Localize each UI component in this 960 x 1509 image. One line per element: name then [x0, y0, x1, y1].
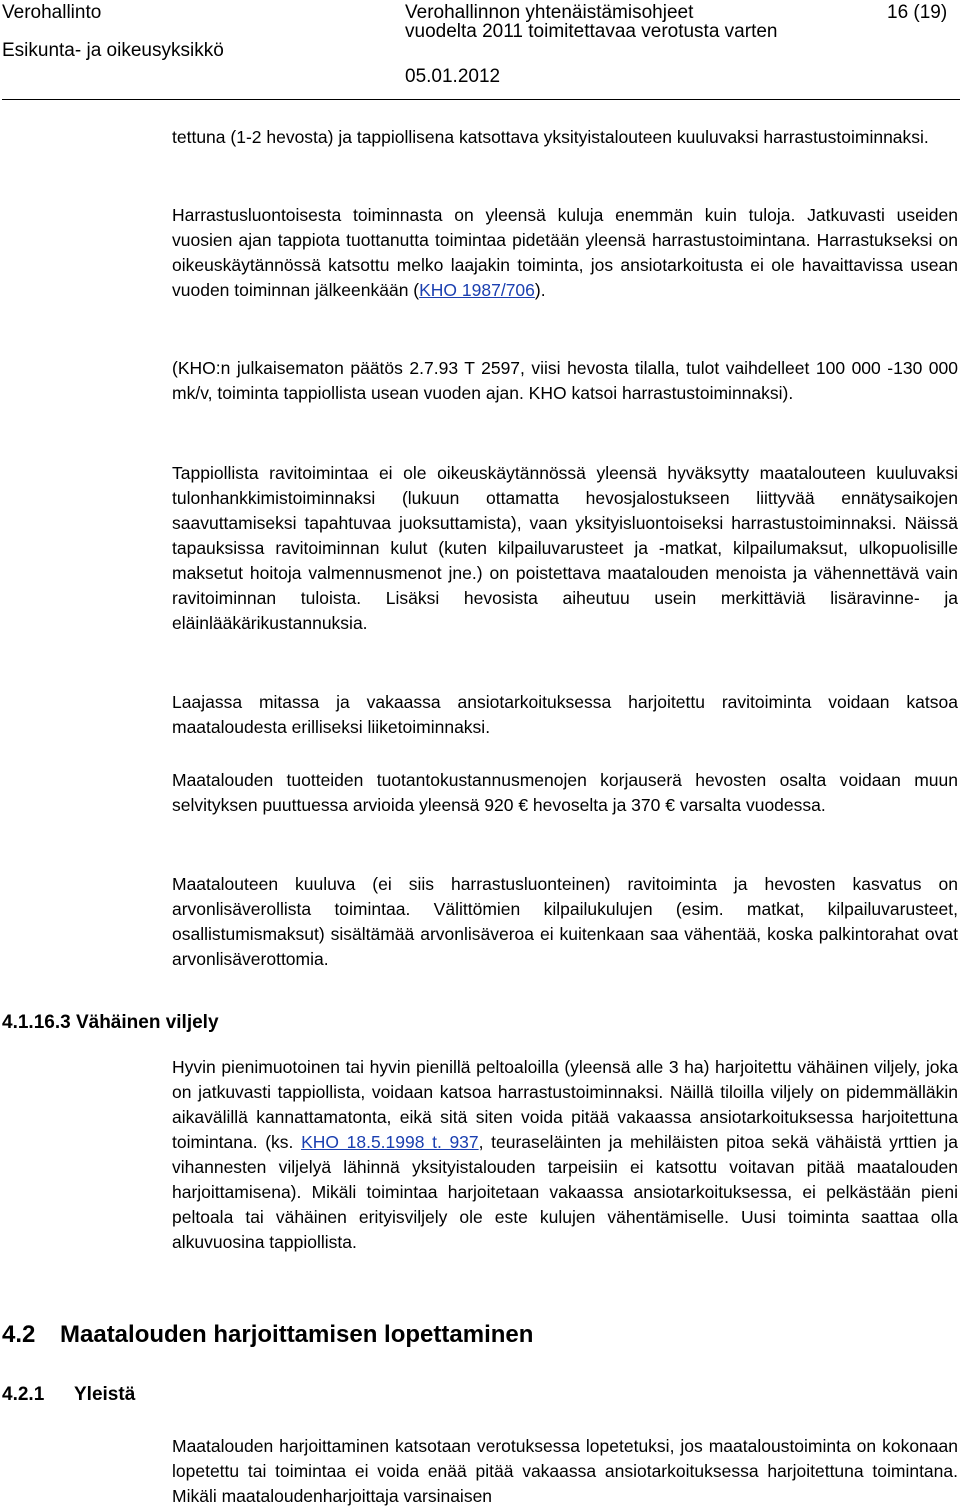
header-date: 05.01.2012 — [405, 66, 501, 87]
paragraph-6: Maatalouden tuotteiden tuotantokustannusmenojen korjauserä hevosten osalta voidaan muun selvityksen puuttuessa arvioida yleensä 920 € hevoselta ja 370 € varsalta vuodessa. — [172, 770, 958, 815]
paragraph-8-end: , teuraseläinten ja mehiläisten pitoa sekä vähäistä yrttien ja vihannesten viljelyä lähinnä yksityistalouden tarpeisiin ei katsottu voitavan pitää maatalouden harjoittamisena). Mikäli toimintaa harjoitetaan vakaassa ansiotarkoituksessa, ei pelkästään pieni peltoala tai vähäinen erityisviljely ole este kulujen vähentämiselle. Uusi toiminta saattaa olla alkuvuosina tappiollista. — [172, 1132, 958, 1252]
paragraph-3: (KHO:n julkaisematon päätös 2.7.93 T 2597, viisi hevosta tilalla, tulot vaihdelleet 100 000 -130 000 mk/v, toiminta tappiollista usean vuoden ajan. KHO katsoi harrastustoiminnaksi). — [172, 358, 958, 403]
paragraph-2 — [172, 203, 958, 303]
header-divider — [2, 99, 960, 100]
section-title-4-2: Maatalouden harjoittamisen lopettaminen — [60, 1321, 534, 1348]
header-page-number: 16 (19) — [887, 2, 948, 23]
section-number-4-2: 4.2 — [2, 1321, 36, 1348]
header-doc-title: Verohallinnon yhtenäistämisohjeet — [405, 2, 694, 23]
paragraph-8 — [172, 1055, 958, 1255]
paragraph-5: Laajassa mitassa ja vakaassa ansiotarkoituksessa harjoitettu ravitoiminta voidaan katsoa maataloudesta erilliseksi liiketoiminnaksi. — [172, 692, 958, 737]
section-heading-4-2 — [2, 1320, 533, 1350]
page-header — [0, 0, 960, 100]
paragraph-7: Maatalouteen kuuluva (ei siis harrastusluonteinen) ravitoiminta ja hevosten kasvatus on arvonlisäverollista toimintaa. Välittömien kilpailukulujen (esim. matkat, kilpailuvarusteet, osallistumismaksut) sisältämää arvonlisäveroa ei kuitenkaan saa vähentää, koska palkintorahat ovat arvonlisäverottomia. — [172, 874, 958, 969]
paragraph-9: Maatalouden harjoittaminen katsotaan verotuksessa lopetetuksi, jos maataloustoiminta on kokonaan lopetettu tai toimintaa ei voida enää pitää vakaassa ansiotarkoituksessa harjoitettuna toimintana. Mikäli maataloudenharjoittaja varsinaisen — [172, 1436, 958, 1506]
paragraph-4: Tappiollista ravitoimintaa ei ole oikeuskäytännössä yleensä hyväksytty maatalouteen kuuluvaksi tulonhankkimistoiminnaksi (lukuun ottamatta hevosjalostukseen liittyvää ennätysaikojen saavuttamiseksi tapahtuvaa juoksuttamista), vaan yksityisluontoiseksi harrastustoiminnaksi. Näissä tapauksissa ravitoiminnan kulut (kuten kilpailuvarusteet ja -matkat, kilpailumaksut, ulkopuolisille maksetut hoitoja valmennusmenot jne.) on poistettava maatalouden menoista ja vähennettävä vain ravitoiminnan tuloista. Lisäksi hevosista aiheutuu usein merkittäviä lisäravinne- ja eläinlääkärikustannuksia. — [172, 463, 958, 633]
section-title-4-2-1: Yleistä — [74, 1384, 136, 1405]
section-number-4-2-1: 4.2.1 — [2, 1384, 45, 1405]
section-heading-4-2-1 — [2, 1383, 135, 1407]
paragraph-2-text: Harrastusluontoisesta toiminnasta on yleensä kuluja enemmän kuin tuloja. Jatkuvasti useiden vuosien ajan tappiota tuottanutta toimintaa pidetään yleensä harrastustoimintana. Harrastukseksi on oikeuskäytännössä katsottu melko laajakin toiminta, jos ansiotarkoitusta ei ole havaittavissa usean vuoden toiminnan jälkeenkään ( — [172, 205, 958, 300]
header-doc-subtitle: vuodelta 2011 toimitettavaa verotusta varten — [405, 21, 778, 42]
paragraph-2-end: ). — [534, 280, 546, 300]
paragraph-8-text: Hyvin pienimuotoinen tai hyvin pienillä peltoaloilla (yleensä alle 3 ha) harjoitettu vähäinen viljely, joka on jatkuvasti tappiollista, voidaan katsoa harrastustoiminnaksi. Näillä tiloilla viljely on pidemmälläkin aikavälillä kannattamatonta, eikä sitä siten voida pitää vakaassa ansiotarkoituksessa harjoitettuna toimintana. (ks. — [172, 1057, 958, 1152]
paragraph-1: tettuna (1-2 hevosta) ja tappiollisena katsottava yksityistalouteen kuuluvaksi harrastustoiminnaksi. — [172, 127, 929, 147]
header-unit: Esikunta- ja oikeusyksikkö — [2, 40, 224, 61]
header-org: Verohallinto — [2, 2, 102, 23]
kho-1987-706-link[interactable]: KHO 1987/706 — [419, 280, 535, 300]
section-heading-4-1-16-3: 4.1.16.3 Vähäinen viljely — [2, 1012, 219, 1033]
kho-18-5-1998-link[interactable]: KHO 18.5.1998 t. 937 — [301, 1132, 479, 1152]
